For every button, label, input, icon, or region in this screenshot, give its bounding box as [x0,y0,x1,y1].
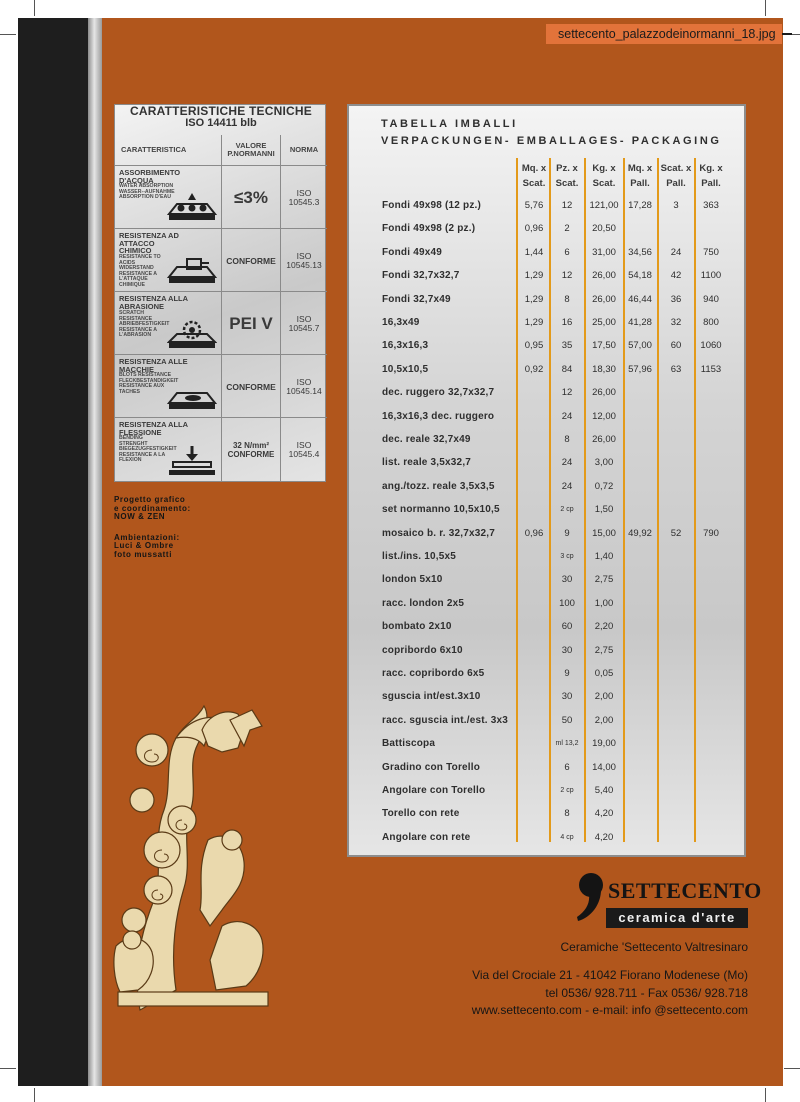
table-cell: 0,05 [594,668,614,679]
table-cell: 2 [564,223,570,235]
product-name: Fondi 32,7x32,7 [382,270,460,282]
column-header-line: Mq. x [521,163,547,174]
table-cell: 84 [561,363,573,375]
table-cell: 17,50 [592,340,616,352]
table-row [349,523,748,546]
table-cell: 790 [703,527,719,539]
column-header-line: Scat. [555,178,579,189]
stain-resistance-icon [167,381,217,413]
table-cell: 54,18 [628,270,652,282]
column-header-line: Scat. [592,178,616,189]
table-cell: 2,00 [594,691,614,703]
product-name: 16,3x16,3 [382,340,429,352]
product-name: Angolare con Torello [382,785,486,796]
table-row [349,312,748,335]
table-cell: 750 [703,246,719,258]
table-cell: 30 [561,644,573,656]
tech-subtitle: ISO 14411 blb [185,117,257,129]
black-band [18,18,88,1086]
product-name: dec. ruggero 32,7x32,7 [382,387,495,399]
company-web: www.settecento.com - e-mail: info @settecento.com [471,1003,748,1017]
table-cell: 1,29 [524,270,544,282]
product-name: 10,5x10,5 [382,363,429,375]
table-cell: 42 [670,270,682,282]
header-value: VALORE P.NORMANNI [227,141,275,158]
table-cell: 34,56 [628,246,652,258]
column-header [691,161,731,191]
credit-line: e coordinamento: [114,503,191,513]
table-row [349,710,748,733]
product-name: list. reale 3,5x32,7 [382,457,472,469]
table-cell: 8 [564,293,570,305]
table-cell: 2 cp [560,506,574,514]
table-cell: 49,92 [628,527,652,539]
table-row [349,452,748,475]
header-norm: NORMA [289,145,319,154]
packaging-subtitle: VERPACKUNGEN- EMBALLAGES- PACKAGING [381,135,722,147]
table-cell: 1,29 [524,293,544,305]
credit-line: Progetto grafico [114,495,186,504]
table-row [349,780,748,803]
product-name: Fondi 49x49 [382,246,442,258]
table-row [349,827,748,850]
table-row [349,593,748,616]
characteristic-name: RESISTENZA ALLA ABRASIONE [119,294,188,311]
table-row [349,733,748,756]
table-cell: 16 [561,317,573,328]
table-cell: 4,20 [594,831,614,843]
crop-mark [0,34,16,35]
credit-line: NOW & ZEN [114,512,166,521]
characteristic-translations: BLOTS RESISTANCE FLECKBESTANDIGKEIT RESISTANCE AUX TACHES [119,372,179,395]
table-cell: 3 cp [560,553,574,560]
table-row [349,218,748,241]
file-name-tag: settecento_palazzodeinormanni_18.jpg [546,24,782,44]
table-cell: 5,40 [594,785,614,796]
carved-relief-illustration [112,690,278,1020]
column-header-line: Pall. [701,178,721,189]
header-characteristic: CARATTERISTICA [121,145,187,154]
chemical-resistance-icon [167,255,217,287]
table-cell: 15,00 [592,527,616,539]
characteristic-norm: ISO 10545.3 [288,187,320,207]
table-row [349,616,748,639]
product-name: mosaico b. r. 32,7x32,7 [382,527,495,539]
table-cell: 12 [561,270,573,282]
table-cell: 26,00 [592,434,616,445]
brand-tagline: ceramica d'arte [606,908,748,928]
characteristic-value: 32 N/mm² CONFORME [227,440,275,459]
product-name: Gradino con Torello [382,761,481,773]
table-row [349,429,748,452]
column-header-line: Kg. x [592,163,616,174]
tech-title: CARATTERISTICHE TECNICHE [130,104,312,118]
table-cell: 0,92 [524,363,544,375]
table-row [349,382,748,405]
table-row [349,265,748,288]
product-name: sguscia int/est.3x10 [382,691,481,703]
table-cell: 26,00 [592,293,616,305]
table-cell: 24 [561,457,573,469]
file-tag-pointer [782,33,792,35]
product-name: london 5x10 [382,574,443,586]
table-cell: 12,00 [592,410,616,422]
product-name: dec. reale 32,7x49 [382,434,471,445]
product-name: racc. copribordo 6x5 [382,668,485,679]
table-cell: 3,00 [594,457,614,469]
product-name: racc. london 2x5 [382,597,465,609]
abrasion-icon [167,318,217,350]
packaging-title: TABELLA IMBALLI [381,118,518,130]
table-cell: 0,96 [524,527,544,539]
characteristic-translations: SCRATCH RESISTANCE ABRIEBFESTIGKEIT RESISTANCE A L'ABRASION [119,310,170,339]
table-cell: 4 cp [560,833,574,841]
flexion-icon [167,444,217,476]
table-cell: 3 [673,200,679,211]
product-name: 16,3x16,3 dec. ruggero [382,410,495,422]
table-cell: 6 [564,761,570,773]
characteristic-value: CONFORME [226,381,276,392]
table-row [349,499,748,522]
product-name: Battiscopa [382,738,436,750]
table-cell: 18,30 [592,363,616,375]
table-cell: 60 [561,621,573,633]
table-row [349,663,748,686]
characteristic-name: RESISTENZA ALLE MACCHIE [119,357,188,374]
table-cell: 363 [703,200,719,211]
crop-mark [765,1088,766,1102]
table-row [349,640,748,663]
tech-row [115,228,327,291]
crop-mark [765,0,766,16]
column-header-line: Pall. [666,178,686,189]
table-row [349,335,748,358]
table-cell: 24 [561,410,573,422]
table-row [349,546,748,569]
product-name: bombato 2x10 [382,621,452,633]
table-cell: 1,40 [594,551,614,562]
table-cell: 9 [564,527,570,539]
tech-row [115,417,327,480]
table-cell: 26,00 [592,387,616,399]
table-cell: 121,00 [589,200,619,211]
silver-band [88,18,102,1086]
crop-mark [34,1088,35,1102]
crop-mark [34,0,35,16]
table-cell: ml 13,2 [555,740,579,748]
characteristic-value: PEI V [229,313,273,333]
characteristic-norm: ISO 10545.4 [288,439,320,459]
characteristic-name: RESISTENZA AD ATTACCO CHIMICO [119,231,179,255]
table-cell: 2 cp [560,787,574,794]
table-row [349,242,748,265]
table-row [349,476,748,499]
table-cell: 57,96 [628,363,652,375]
table-cell: 35 [561,340,573,352]
product-name: ang./tozz. reale 3,5x3,5 [382,480,495,492]
table-cell: 6 [564,246,570,258]
table-cell: 12 [561,200,573,211]
table-row [349,289,748,312]
product-name: copribordo 6x10 [382,644,463,656]
table-cell: 25,00 [592,317,616,328]
table-cell: 12 [561,387,573,399]
table-cell: 1153 [700,363,722,375]
characteristic-value: ≤3% [234,187,268,207]
product-name: Fondi 32,7x49 [382,293,451,305]
table-cell: 60 [670,340,682,352]
tech-row [115,354,327,417]
table-cell: 0,96 [524,223,544,235]
product-name: Angolare con rete [382,831,471,843]
table-cell: 1,44 [524,246,544,258]
table-cell: 20,50 [592,223,616,235]
table-cell: 8 [564,434,570,445]
table-cell: 100 [559,597,575,609]
table-cell: 1,50 [594,504,614,516]
product-name: list./ins. 10,5x5 [382,551,456,562]
characteristic-name: RESISTENZA ALLA FLESSIONE [119,420,188,437]
table-row [349,686,748,709]
column-header-line: Mq. x [627,163,653,174]
characteristic-translations: BENDING STRENGHT BIEGEZUGFESTIGKEIT RESISTANCE A LA FLEXION [119,435,177,464]
table-cell: 57,00 [628,340,652,352]
table-cell: 24 [670,246,682,258]
table-cell: 1060 [700,340,722,352]
company-name: Ceramiche 'Settecento Valtresinaro [560,940,748,954]
company-address: Via del Crociale 21 - 41042 Fiorano Modenese (Mo) [472,968,748,982]
table-cell: 41,28 [628,317,652,328]
table-cell: 2,20 [594,621,614,633]
water-absorption-icon [167,192,217,224]
credits [114,496,191,559]
table-row [349,406,748,429]
table-cell: 940 [703,293,719,305]
table-cell: 2,00 [594,714,614,726]
table-cell: 50 [561,714,573,726]
table-cell: 2,75 [594,644,614,656]
table-cell: 4,20 [594,808,614,820]
company-phone: tel 0536/ 928.711 - Fax 0536/ 928.718 [545,986,748,1000]
product-name: 16,3x49 [382,317,420,328]
table-cell: 17,28 [628,200,652,211]
column-header-line: Kg. x [699,163,723,174]
credit-line: Luci & Ombre [114,541,174,550]
brand-comma-logo-icon [574,871,604,923]
tech-row [115,165,327,228]
table-row [349,569,748,592]
table-cell: 14,00 [592,761,616,773]
packaging-table [347,104,746,857]
table-cell: 800 [703,317,719,328]
table-cell: 1100 [700,270,722,282]
credit-line: foto mussatti [114,549,173,559]
characteristic-translations: RESISTANCE TO ACIDS WIDERSTAND RESISTANCE A L'ATTAQUE CHIMIQUE [119,254,161,288]
characteristic-name: ASSORBIMENTO D'ACQUA [119,168,181,185]
table-cell: 24 [561,480,573,492]
table-cell: 30 [561,691,573,703]
brand-name: SETTECENTO [608,878,762,903]
table-cell: 5,76 [524,200,544,211]
crop-mark [784,1068,800,1069]
characteristic-norm: ISO 10545.14 [286,376,322,396]
table-cell: 30 [561,574,573,586]
product-name: Torello con rete [382,808,460,820]
product-name: Fondi 49x98 (12 pz.) [382,200,482,211]
table-cell: 36 [670,293,682,305]
table-cell: 63 [670,363,682,375]
technical-characteristics-box [114,104,326,482]
table-cell: 2,75 [594,574,614,586]
characteristic-value: CONFORME [226,255,276,266]
column-header [548,161,586,191]
characteristic-translations: WATER ABSORPTION WASSER--AUFNAHME ABSORPTION D'EAU [119,183,175,201]
column-header-line: Scat. [522,178,546,189]
table-row [349,803,748,826]
table-cell: 1,29 [524,317,544,328]
table-cell: 1,00 [594,597,614,609]
table-cell: 19,00 [592,738,616,750]
table-cell: 9 [564,668,570,679]
tech-row [115,291,327,354]
table-cell: 26,00 [592,270,616,282]
table-cell: 0,72 [594,480,614,492]
characteristic-norm: ISO 10545.13 [286,250,322,270]
table-row [349,757,748,780]
crop-mark [0,1068,16,1069]
product-name: set normanno 10,5x10,5 [382,504,500,516]
table-cell: 46,44 [628,293,652,305]
table-cell: 8 [564,808,570,820]
table-row [349,195,748,218]
table-cell: 31,00 [592,246,616,258]
table-cell: 0,95 [524,340,544,352]
product-name: Fondi 49x98 (2 pz.) [382,223,476,235]
product-name: racc. sguscia int./est. 3x3 [382,714,509,726]
column-header-line: Scat. x [660,163,692,174]
column-header-line: Pall. [630,178,650,189]
table-cell: 52 [670,527,682,539]
table-cell: 32 [670,317,682,328]
column-header-line: Pz. x [556,163,578,174]
table-row [349,359,748,382]
characteristic-norm: ISO 10545.7 [288,313,320,333]
credit-line: Ambientazioni: [114,532,180,542]
